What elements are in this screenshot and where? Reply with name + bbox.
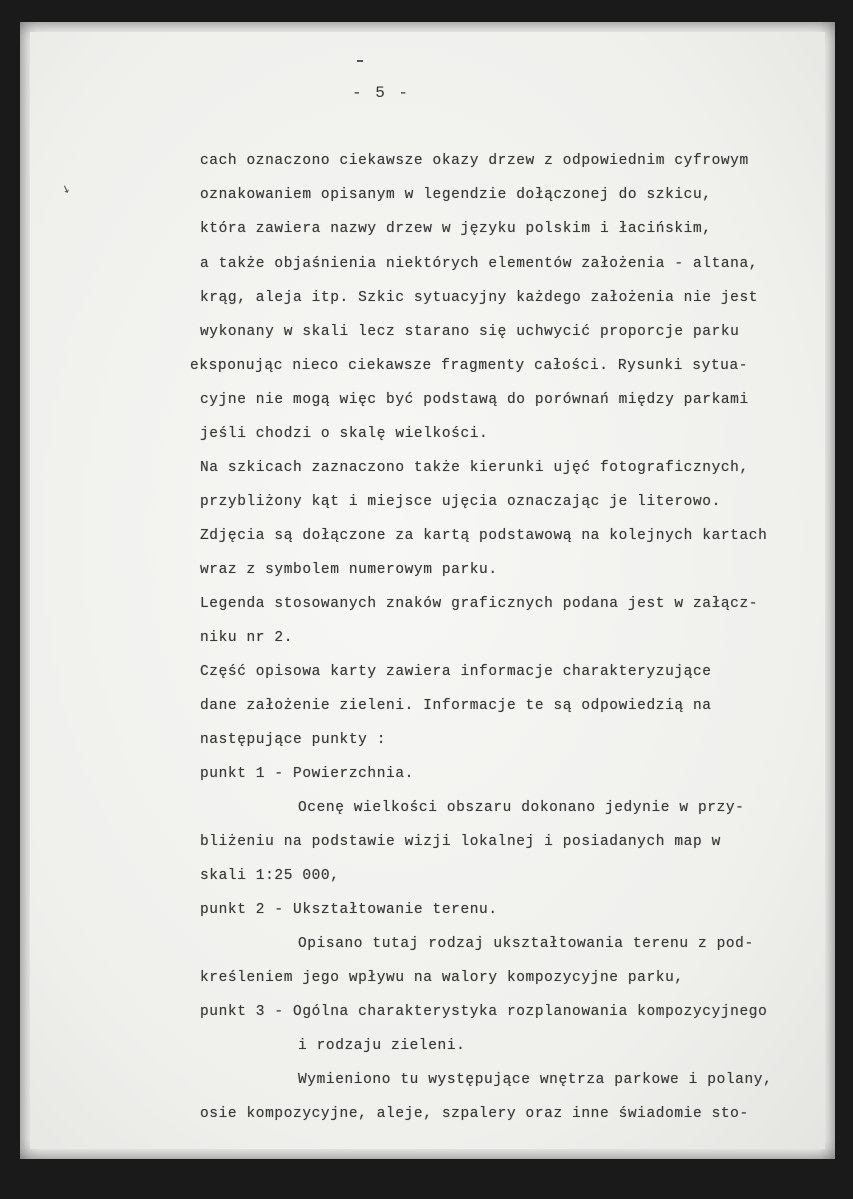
- text-line: Zdjęcia są dołączone za kartą podstawową na kolejnych kartach: [200, 528, 768, 544]
- text-line: a także objaśnienia niektórych elementów założenia - altana,: [200, 256, 759, 272]
- text-line: wraz z symbolem numerowym parku.: [200, 562, 498, 578]
- text-line: która zawiera nazwy drzew w języku polskim i łacińskim,: [200, 221, 712, 237]
- text-line: Na szkicach zaznaczono także kierunki ujęć fotograficznych,: [200, 460, 749, 476]
- text-line: Legenda stosowanych znaków graficznych podana jest w załącz-: [200, 596, 759, 612]
- text-line: wykonany w skali lecz starano się uchwycić proporcje parku: [200, 324, 740, 340]
- text-line: i rodzaju zieleni.: [298, 1038, 466, 1054]
- text-line: przybliżony kąt i miejsce ujęcia oznaczając je literowo.: [200, 494, 721, 510]
- text-line: punkt 3 - Ogólna charakterystyka rozplanowania kompozycyjnego: [200, 1004, 768, 1020]
- text-line: punkt 1 - Powierzchnia.: [200, 766, 414, 782]
- text-line: oznakowaniem opisanym w legendzie dołączonej do szkicu,: [200, 187, 712, 203]
- text-line: następujące punkty :: [200, 732, 387, 748]
- text-line: bliżeniu na podstawie wizji lokalnej i posiadanych map w: [200, 834, 721, 850]
- text-line: eksponując nieco ciekawsze fragmenty całości. Rysunki sytua-: [190, 358, 749, 374]
- text-line: kreśleniem jego wpływu na walory kompozycyjne parku,: [200, 970, 684, 986]
- text-line: cach oznaczono ciekawsze okazy drzew z odpowiednim cyfrowym: [200, 153, 749, 169]
- text-line: krąg, aleja itp. Szkic sytuacyjny każdego założenia nie jest: [200, 290, 759, 306]
- text-line: cyjne nie mogą więc być podstawą do porównań między parkami: [200, 392, 749, 408]
- text-line: Część opisowa karty zawiera informacje charakteryzujące: [200, 664, 712, 680]
- text-line: jeśli chodzi o skalę wielkości.: [200, 426, 489, 442]
- text-line: Wymieniono tu występujące wnętrza parkowe i polany,: [298, 1072, 773, 1088]
- text-line: skali 1:25 000,: [200, 868, 340, 884]
- text-line: niku nr 2.: [200, 630, 294, 646]
- text-line: osie kompozycyjne, aleje, szpalery oraz inne świadomie sto-: [200, 1106, 749, 1122]
- text-line: punkt 2 - Ukształtowanie terenu.: [200, 902, 498, 918]
- page-number: - 5 -: [352, 84, 411, 102]
- text-line: Ocenę wielkości obszaru dokonano jedynie w przy-: [298, 800, 745, 816]
- text-line: dane założenie zieleni. Informacje te są odpowiedzią na: [200, 698, 712, 714]
- text-line: Opisano tutaj rodzaj ukształtowania terenu z pod-: [298, 936, 754, 952]
- margin-tick-icon: ↘: [59, 180, 73, 198]
